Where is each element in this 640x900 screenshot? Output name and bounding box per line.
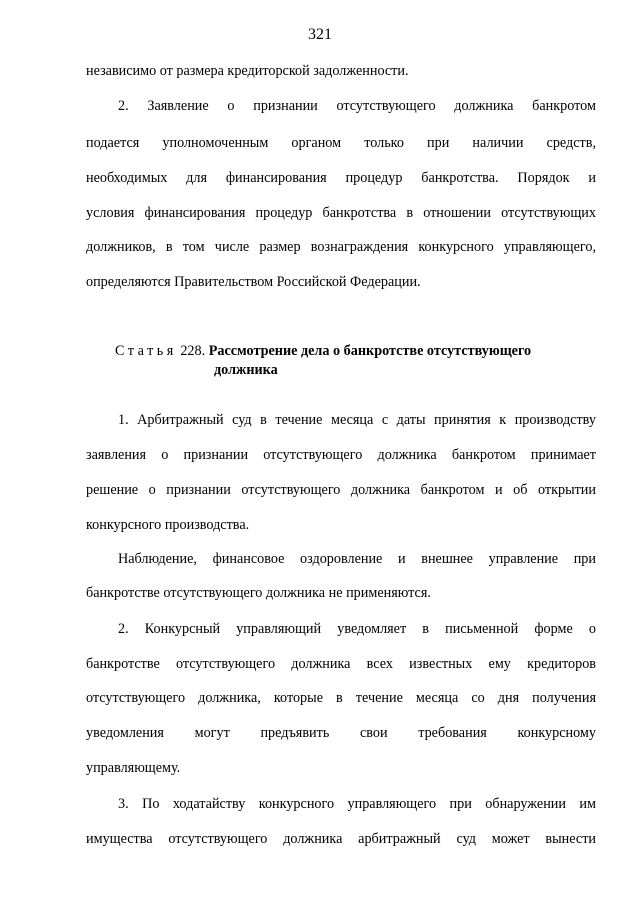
text-line: заявления о признании отсутствующего должника банкротом принимает (86, 447, 596, 463)
text-line: имущества отсутствующего должника арбитражный суд может вынести (86, 831, 596, 847)
text-line: банкротстве отсутствующего должника не применяются. (86, 585, 431, 601)
text-line: 2. Заявление о признании отсутствующего должника банкротом (118, 98, 596, 114)
article-heading (115, 342, 565, 360)
text-line: 3. По ходатайству конкурсного управляющего при обнаружении им (118, 796, 596, 812)
text-line: 1. Арбитражный суд в течение месяца с даты принятия к производству (118, 412, 596, 428)
page-number: 321 (308, 26, 332, 43)
text-line: определяются Правительством Российской Федерации. (86, 274, 421, 290)
text-line: решение о признании отсутствующего должника банкротом и об открытии (86, 482, 596, 498)
article-word: Статья (115, 343, 177, 359)
text-line: подается уполномоченным органом только при наличии средств, (86, 135, 596, 151)
article-title-continuation: должника (214, 362, 278, 378)
text-line: конкурсного производства. (86, 517, 250, 533)
text-line: условия финансирования процедур банкротства в отношении отсутствующих (86, 205, 596, 221)
text-line: уведомления могут предъявить свои требования конкурсному (86, 725, 596, 741)
text-line: Наблюдение, финансовое оздоровление и внешнее управление при (118, 551, 596, 567)
article-number: 228. (180, 343, 206, 359)
text-line: независимо от размера кредиторской задолженности. (86, 63, 409, 79)
text-line: необходимых для финансирования процедур банкротства. Порядок и (86, 170, 596, 186)
text-line: банкротстве отсутствующего должника всех известных ему кредиторов (86, 656, 596, 672)
text-line: должников, в том числе размер вознаграждения конкурсного управляющего, (86, 239, 596, 255)
text-line: 2. Конкурсный управляющий уведомляет в письменной форме о (118, 621, 596, 637)
text-line: отсутствующего должника, которые в течение месяца со дня получения (86, 690, 596, 706)
text-line: управляющему. (86, 760, 181, 776)
article-title: Рассмотрение дела о банкротстве отсутствующего (208, 343, 532, 359)
